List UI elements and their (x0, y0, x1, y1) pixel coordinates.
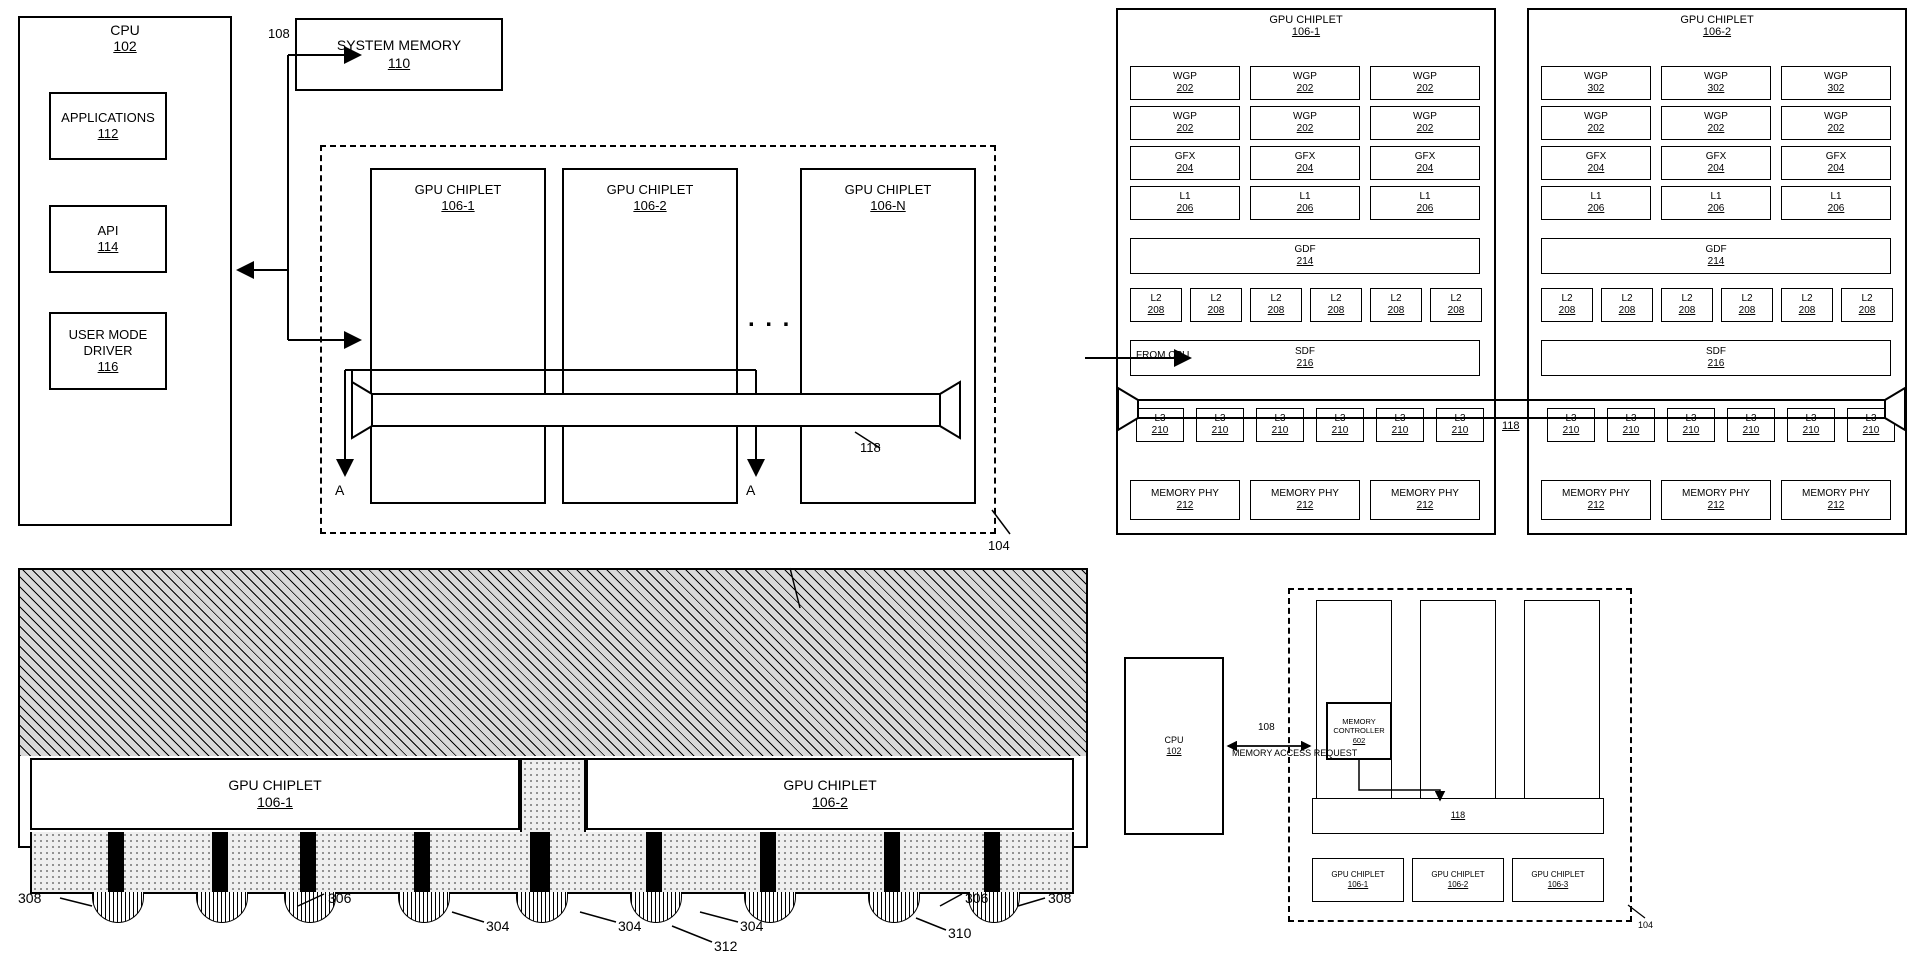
fig3-right-num: 106-2 (812, 794, 848, 810)
fig2l-l2-6-title: L2 (1450, 292, 1462, 304)
fig2r-wgp-5 (1661, 106, 1771, 140)
fig2l-l2-4-title: L2 (1330, 292, 1342, 304)
fig3-left-num: 106-1 (257, 794, 293, 810)
fig2l-gdf-num: 214 (1296, 256, 1314, 267)
fig2l-gdf (1130, 238, 1480, 274)
gpu-chiplet-106-N (800, 168, 976, 504)
fig2l-phy-3-num: 212 (1416, 500, 1434, 511)
fig2l-l2-4-num: 208 (1327, 305, 1345, 316)
fig2r-wgp-6 (1781, 106, 1891, 140)
fig4-mc-num: 602 (1352, 735, 1366, 745)
fig2r-l3-6 (1847, 408, 1895, 442)
fig2l-l2-3-num: 208 (1267, 305, 1285, 316)
fig3-pillar-9 (984, 832, 1000, 894)
fig2r-l2-2 (1601, 288, 1653, 322)
api-title: API (97, 222, 119, 238)
fig2l-gfx-2-num: 204 (1296, 163, 1314, 174)
fig2l-wgp-5-title: WGP (1293, 110, 1317, 122)
fig2l-wgp-4-title: WGP (1173, 110, 1197, 122)
fig2r-sdf-title: SDF (1706, 345, 1726, 357)
applications-title: APPLICATIONS (61, 109, 155, 125)
fig2l-wgp-4 (1130, 106, 1240, 140)
applications-block (49, 92, 167, 160)
fig2r-sdf-num: 216 (1707, 358, 1725, 369)
cpu-block-title (18, 22, 232, 54)
cpu-title-text: CPU (110, 22, 140, 38)
fig2l-l2-1 (1130, 288, 1182, 322)
fig4-cpu (1124, 657, 1224, 835)
fig2l-wgp-1-title: WGP (1173, 70, 1197, 82)
gpu-chiplet-106-1 (370, 168, 546, 504)
fig2l-gfx-3-num: 204 (1416, 163, 1434, 174)
fig2l-l2-4 (1310, 288, 1362, 322)
fig2l-l1-1-title: L1 (1179, 190, 1191, 202)
umd-title: USER MODE DRIVER (68, 326, 148, 358)
fig2r-wgp-4-num: 202 (1587, 123, 1605, 134)
fig2r-phy-1-title: MEMORY PHY (1562, 487, 1630, 499)
fig2r-phy-3-title: MEMORY PHY (1802, 487, 1870, 499)
label-118-fig2-text: 118 (1502, 420, 1520, 432)
gpu-chiplet-1-title: GPU CHIPLET (414, 182, 502, 197)
section-marker-a-right: A (746, 482, 756, 498)
label-104-fig1: 104 (988, 538, 1010, 553)
fig2r-phy-2-num: 212 (1707, 500, 1725, 511)
fig2r-l2-6 (1841, 288, 1893, 322)
fig2r-gdf-title: GDF (1705, 243, 1727, 255)
fig2r-l2-5 (1781, 288, 1833, 322)
fig2-left-title (1116, 14, 1496, 38)
fig3-left-title: GPU CHIPLET (228, 776, 322, 793)
fig4-label-104: 104 (1638, 920, 1654, 930)
fig2r-l3-3-num: 210 (1682, 425, 1700, 436)
fig3-right-title: GPU CHIPLET (783, 776, 877, 793)
fig2l-l1-3-title: L1 (1419, 190, 1431, 202)
fig2r-l1-3-num: 206 (1827, 203, 1845, 214)
fig2r-l2-5-title: L2 (1801, 292, 1813, 304)
fig3-solder-bump-8 (868, 892, 920, 923)
fig2l-l2-5 (1370, 288, 1422, 322)
chiplet-ellipsis: . . . (748, 305, 792, 332)
fig2r-wgp-6-num: 202 (1827, 123, 1845, 134)
fig2r-sdf (1541, 340, 1891, 376)
fig2l-phy-1-title: MEMORY PHY (1151, 487, 1219, 499)
api-num: 114 (97, 239, 119, 254)
fig4-chiplet-col-1 (1316, 600, 1392, 800)
fig2l-l2-6-num: 208 (1447, 305, 1465, 316)
fig3-label-304-c: 304 (740, 918, 764, 934)
fig4-fabric-118 (1312, 798, 1604, 834)
fig2l-l2-2 (1190, 288, 1242, 322)
fig2r-gfx-3-num: 204 (1827, 163, 1845, 174)
fig4-gpu-chiplet-3 (1512, 858, 1604, 902)
fig2r-l3-4-title: L3 (1745, 412, 1757, 424)
fig2r-wgp-2-num: 302 (1707, 83, 1725, 94)
fig3-pillar-4 (414, 832, 430, 894)
section-marker-a-left: A (335, 482, 345, 498)
fig2l-l2-2-title: L2 (1210, 292, 1222, 304)
fig2r-l3-3-title: L3 (1685, 412, 1697, 424)
fig2r-l1-1-title: L1 (1590, 190, 1602, 202)
fig2r-l3-1 (1547, 408, 1595, 442)
fig2-left-title-text: GPU CHIPLET (1269, 14, 1343, 26)
fig2r-wgp-4 (1541, 106, 1651, 140)
fig2r-l2-6-num: 208 (1858, 305, 1876, 316)
fig2r-l3-2-num: 210 (1622, 425, 1640, 436)
fig2r-l3-5-num: 210 (1802, 425, 1820, 436)
fig3-label-304-b: 304 (618, 918, 642, 934)
fig2r-wgp-5-title: WGP (1704, 110, 1728, 122)
fig2l-l3-4-title: L3 (1334, 412, 1346, 424)
fig3-pillar-2 (212, 832, 228, 894)
fig2l-wgp-5-num: 202 (1296, 123, 1314, 134)
fig3-label-310: 310 (948, 925, 972, 941)
fig2r-l1-3 (1781, 186, 1891, 220)
fig2r-l2-4 (1721, 288, 1773, 322)
label-118-fig1: 118 (860, 440, 881, 455)
fig2l-wgp-6-title: WGP (1413, 110, 1437, 122)
fig2r-l3-2-title: L3 (1625, 412, 1637, 424)
fig2r-gfx-1 (1541, 146, 1651, 180)
fig2r-l1-3-title: L1 (1830, 190, 1842, 202)
fig4-chiplet-1-num: 106-1 (1347, 880, 1369, 889)
cpu-num-text: 102 (113, 38, 137, 54)
fig3-label-312: 312 (714, 938, 738, 954)
label-118-fig2 (1502, 420, 1520, 432)
fig2r-l3-4-num: 210 (1742, 425, 1760, 436)
fig2r-wgp-5-num: 202 (1707, 123, 1725, 134)
gpu-chiplet-1-num: 106-1 (441, 198, 475, 214)
fig4-label-108: 108 (1258, 722, 1275, 733)
fig2l-l2-1-title: L2 (1150, 292, 1162, 304)
fig4-gpu-chiplet-1 (1312, 858, 1404, 902)
fig2l-sdf-title: SDF (1295, 345, 1315, 357)
fig4-mc-title: MEMORY CONTROLLER (1333, 716, 1385, 736)
fig2r-wgp-1 (1541, 66, 1651, 100)
fig2r-l2-6-title: L2 (1861, 292, 1873, 304)
fig2r-l3-4 (1727, 408, 1775, 442)
fig2r-wgp-3 (1781, 66, 1891, 100)
fig2l-l3-3 (1256, 408, 1304, 442)
fig2l-l3-2-num: 210 (1211, 425, 1229, 436)
system-memory-num: 110 (387, 54, 411, 71)
fig3-label-306-right: 306 (965, 890, 989, 906)
fig3-label-308-right: 308 (1048, 890, 1072, 906)
fig2r-l3-2 (1607, 408, 1655, 442)
fig2r-l1-1-num: 206 (1587, 203, 1605, 214)
fig2l-l1-1 (1130, 186, 1240, 220)
fig2r-l3-5 (1787, 408, 1835, 442)
fig2r-l2-4-title: L2 (1741, 292, 1753, 304)
fig4-chiplet-col-2 (1420, 600, 1496, 800)
fig2r-gdf-num: 214 (1707, 256, 1725, 267)
fig2r-wgp-3-title: WGP (1824, 70, 1848, 82)
fig2r-l3-1-num: 210 (1562, 425, 1580, 436)
fig3-pillar-3 (300, 832, 316, 894)
fig2r-l3-1-title: L3 (1565, 412, 1577, 424)
fig2l-gfx-3-title: GFX (1414, 150, 1436, 162)
fig2r-l3-6-title: L3 (1865, 412, 1877, 424)
fig2-right-title (1527, 14, 1907, 38)
fig3-gpu-chiplet-106-2 (586, 758, 1074, 830)
fig2r-l1-2-num: 206 (1707, 203, 1725, 214)
fig2l-l3-2-title: L3 (1214, 412, 1226, 424)
fig2l-l3-1-title: L3 (1154, 412, 1166, 424)
fig2r-wgp-4-title: WGP (1584, 110, 1608, 122)
fig2l-gfx-1-num: 204 (1176, 163, 1194, 174)
fig2l-wgp-6 (1370, 106, 1480, 140)
gpu-chiplet-n-num: 106-N (870, 198, 906, 214)
fig2l-phy-2-title: MEMORY PHY (1271, 487, 1339, 499)
fig2r-phy-1-num: 212 (1587, 500, 1605, 511)
fig2l-l2-5-num: 208 (1387, 305, 1405, 316)
fig2l-l1-2 (1250, 186, 1360, 220)
fig4-chiplet-2-title: GPU CHIPLET (1431, 870, 1485, 879)
fig2r-gdf (1541, 238, 1891, 274)
fig2-left-num-text: 106-1 (1291, 26, 1321, 38)
fig2l-l2-1-num: 208 (1147, 305, 1165, 316)
fig2l-sdf-num: 216 (1296, 358, 1314, 369)
fig2r-l2-3-num: 208 (1678, 305, 1696, 316)
fig4-memory-access-request-label (1232, 748, 1358, 760)
label-108-fig1: 108 (268, 26, 290, 41)
fig4-chiplet-3-num: 106-3 (1547, 880, 1569, 889)
fig2l-gdf-title: GDF (1294, 243, 1316, 255)
fig2r-gfx-2 (1661, 146, 1771, 180)
fig2r-phy-1 (1541, 480, 1651, 520)
fig2l-wgp-2-title: WGP (1293, 70, 1317, 82)
fig2l-l3-5 (1376, 408, 1424, 442)
fig3-gpu-chiplet-106-1 (30, 758, 520, 830)
fig3-solder-bump-1 (92, 892, 144, 923)
fig4-fabric-num: 118 (1450, 810, 1466, 821)
fig2l-l3-6-num: 210 (1451, 425, 1469, 436)
fig2l-l3-3-num: 210 (1271, 425, 1289, 436)
fig3-pillar-6 (646, 832, 662, 894)
fig2l-phy-3 (1370, 480, 1480, 520)
fig2l-phy-2-num: 212 (1296, 500, 1314, 511)
fig2l-l3-6-title: L3 (1454, 412, 1466, 424)
fig2l-wgp-4-num: 202 (1176, 123, 1194, 134)
fig2r-l2-4-num: 208 (1738, 305, 1756, 316)
fig3-pillar-7 (760, 832, 776, 894)
fig3-solder-bump-5 (516, 892, 568, 923)
gpu-chiplet-2-num: 106-2 (633, 198, 667, 214)
fig2r-gfx-3 (1781, 146, 1891, 180)
fig2r-l3-6-num: 210 (1862, 425, 1880, 436)
fig2r-gfx-1-num: 204 (1587, 163, 1605, 174)
fig2l-gfx-2 (1250, 146, 1360, 180)
fig2l-l3-6 (1436, 408, 1484, 442)
fig2l-l1-2-title: L1 (1299, 190, 1311, 202)
fig4-cpu-num: 102 (1166, 746, 1182, 756)
api-block (49, 205, 167, 273)
fig2l-gfx-1-title: GFX (1174, 150, 1196, 162)
fig2r-l1-2 (1661, 186, 1771, 220)
gpu-chiplet-n-title: GPU CHIPLET (844, 182, 932, 197)
fig3-label-304-a: 304 (486, 918, 510, 934)
fig2l-wgp-2 (1250, 66, 1360, 100)
fig2l-l1-1-num: 206 (1176, 203, 1194, 214)
fig2l-wgp-3-title: WGP (1413, 70, 1437, 82)
fig2l-l1-3-num: 206 (1416, 203, 1434, 214)
fig2r-phy-3-num: 212 (1827, 500, 1845, 511)
fig2-right-num-text: 106-2 (1702, 26, 1732, 38)
fig2r-l3-5-title: L3 (1805, 412, 1817, 424)
fig4-mar-text: MEMORY ACCESS REQUEST (1232, 748, 1358, 758)
fig2l-l2-3 (1250, 288, 1302, 322)
fig3-pillar-1 (108, 832, 124, 894)
fig2l-gfx-1 (1130, 146, 1240, 180)
fig2l-l3-4-num: 210 (1331, 425, 1349, 436)
fig2r-gfx-2-num: 204 (1707, 163, 1725, 174)
fig2l-phy-2 (1250, 480, 1360, 520)
applications-num: 112 (97, 126, 119, 141)
fig2l-wgp-1 (1130, 66, 1240, 100)
fig2r-phy-2-title: MEMORY PHY (1682, 487, 1750, 499)
fig2r-l2-2-num: 208 (1618, 305, 1636, 316)
fig2l-phy-3-title: MEMORY PHY (1391, 487, 1459, 499)
system-memory-block (295, 18, 503, 91)
fig2r-l2-1-title: L2 (1561, 292, 1573, 304)
fig2l-l3-5-title: L3 (1394, 412, 1406, 424)
fig4-chiplet-2-num: 106-2 (1447, 880, 1469, 889)
fig4-chiplet-1-title: GPU CHIPLET (1331, 870, 1385, 879)
fig2r-l2-5-num: 208 (1798, 305, 1816, 316)
fig2r-l1-2-title: L1 (1710, 190, 1722, 202)
fig2l-l3-1 (1136, 408, 1184, 442)
fig2r-wgp-3-num: 302 (1827, 83, 1845, 94)
fig2l-phy-1-num: 212 (1176, 500, 1194, 511)
fig2r-phy-2 (1661, 480, 1771, 520)
fig2l-l2-2-num: 208 (1207, 305, 1225, 316)
fig2r-l2-2-title: L2 (1621, 292, 1633, 304)
fig2l-wgp-3 (1370, 66, 1480, 100)
gpu-chiplet-2-title: GPU CHIPLET (606, 182, 694, 197)
fig2l-l1-2-num: 206 (1296, 203, 1314, 214)
fig3-pillar-5 (530, 832, 550, 894)
fig2r-gfx-1-title: GFX (1585, 150, 1607, 162)
fig2r-wgp-6-title: WGP (1824, 110, 1848, 122)
fig2l-l3-3-title: L3 (1274, 412, 1286, 424)
fig2r-l1-1 (1541, 186, 1651, 220)
fig2r-wgp-2-title: WGP (1704, 70, 1728, 82)
fig2r-l3-3 (1667, 408, 1715, 442)
fig2l-wgp-2-num: 202 (1296, 83, 1314, 94)
fig2l-gfx-2-title: GFX (1294, 150, 1316, 162)
fig2-from-cpu-label: FROM CPU (1136, 350, 1190, 361)
fig2l-wgp-1-num: 202 (1176, 83, 1194, 94)
fig2l-l2-5-title: L2 (1390, 292, 1402, 304)
fig2-right-title-text: GPU CHIPLET (1680, 14, 1754, 26)
fig2l-l2-3-title: L2 (1270, 292, 1282, 304)
fig2l-l2-6 (1430, 288, 1482, 322)
fig3-label-306-left: 306 (328, 890, 352, 906)
fig2l-wgp-6-num: 202 (1416, 123, 1434, 134)
fig3-label-308-left: 308 (18, 890, 42, 906)
fig2r-l2-1-num: 208 (1558, 305, 1576, 316)
fig2r-wgp-1-title: WGP (1584, 70, 1608, 82)
fig4-chiplet-3-title: GPU CHIPLET (1531, 870, 1585, 879)
fig2r-l2-3 (1661, 288, 1713, 322)
umd-num: 116 (97, 359, 119, 375)
fig2r-wgp-1-num: 302 (1587, 83, 1605, 94)
user-mode-driver-block (49, 312, 167, 390)
fig2r-wgp-2 (1661, 66, 1771, 100)
fig2l-l3-4 (1316, 408, 1364, 442)
fig4-chiplet-col-3 (1524, 600, 1600, 800)
fig2l-gfx-3 (1370, 146, 1480, 180)
fig3-pillar-8 (884, 832, 900, 894)
fig2l-l1-3 (1370, 186, 1480, 220)
fig2l-l3-5-num: 210 (1391, 425, 1409, 436)
fig2r-gfx-3-title: GFX (1825, 150, 1847, 162)
fig4-cpu-title: CPU (1164, 734, 1184, 745)
fig2l-l3-2 (1196, 408, 1244, 442)
fig2r-l2-3-title: L2 (1681, 292, 1693, 304)
gpu-chiplet-106-2 (562, 168, 738, 504)
fig3-solder-bump-2 (196, 892, 248, 923)
system-memory-title: SYSTEM MEMORY (336, 37, 462, 53)
fig2l-l3-1-num: 210 (1151, 425, 1169, 436)
fig2l-wgp-3-num: 202 (1416, 83, 1434, 94)
fig3-interposer-band (30, 832, 1074, 894)
fig3-solder-bump-4 (398, 892, 450, 923)
fig2l-phy-1 (1130, 480, 1240, 520)
fig3-hatched-die (20, 570, 1086, 756)
fig4-gpu-chiplet-2 (1412, 858, 1504, 902)
fig2l-wgp-5 (1250, 106, 1360, 140)
fig2r-gfx-2-title: GFX (1705, 150, 1727, 162)
fig2r-l2-1 (1541, 288, 1593, 322)
fig2r-phy-3 (1781, 480, 1891, 520)
